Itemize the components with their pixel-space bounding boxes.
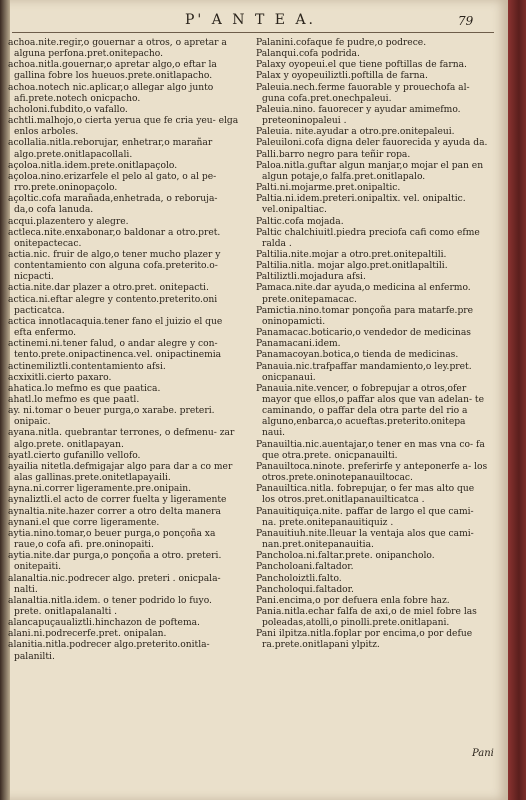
dictionary-entry: ay. ni.tomar o beuer purga,o xarabe. preteri. onipaic. (8, 406, 215, 428)
header-rule (12, 32, 494, 33)
page-number: 79 (458, 14, 474, 28)
dictionary-entry: Paltilia.nite.mojar a otro.pret.onitepaltili. (256, 249, 447, 260)
dictionary-entry: achoa.nite.regir,o gouernar a otros, o apretar a alguna perfona.pret.onitepacho. (8, 38, 227, 60)
dictionary-entry: Pani ilpitza.nitla.foplar por encima,o por defue ra.prete.onitlapani ylpitz. (256, 629, 473, 651)
dictionary-entry: Pancholoqui.faltador. (256, 584, 354, 595)
dictionary-entry: açoloa.nino.erizarfele el pelo al gato, o al pe- rro.prete.oninopaçolo. (8, 171, 217, 194)
dictionary-entry: Palli.barro negro para teñir ropa. (256, 149, 411, 160)
dictionary-entry: ayatl.cierto gufanillo vellofo. (8, 450, 141, 461)
dictionary-entry: actinemiliztli.contentamiento afsi. (8, 361, 166, 372)
dictionary-entry: achoa.notech nic.aplicar,o allegar algo junto afi.prete.notech onicpacho. (8, 82, 214, 104)
catchword: Pani (472, 748, 494, 759)
dictionary-entry: Paltiliztli.mojadura afsi. (256, 272, 366, 283)
dictionary-entry: açoltic.cofa marañada,enhetrada, o reboruja- da,o cofa lanuda. (8, 194, 218, 216)
dictionary-entry: achtli.malhojo,o cierta yerua que fe cria yeu- elga enlos arboles. (8, 116, 239, 138)
dictionary-entry: acholoni.fubdito,o vafallo. (8, 104, 128, 115)
dictionary-entry: Paltia.ni.idem.preteri.onipaltix. vel. onipaltic. vel.onipaltiac. (256, 194, 466, 216)
dictionary-entry: Panamacoyan.botica,o tienda de medicinas. (256, 350, 459, 361)
dictionary-entry: Panauiltica.nitla. fobrepujar, o fer mas alto que los otros.pret.onitlapanauilticatca . (256, 484, 475, 506)
dictionary-entry: acxixitli.cierto paxaro. (8, 372, 112, 383)
dictionary-entry: Panauiltoca.ninote. preferirfe y anteponerfe a- los otros.prete.oninotepanauiltocac. (256, 461, 488, 484)
dictionary-entry: ahatica.lo mefmo es que paatica. (8, 383, 161, 394)
left-column (8, 38, 240, 663)
dictionary-entry: ayna.ni.correr ligeramente.pre.onipain. (8, 484, 192, 495)
book-edge (508, 0, 526, 800)
dictionary-entry: actia.nic. fruir de algo,o tener mucho plazer y contentamiento con alguna cofa.preterito.o- nicpacti. (8, 249, 221, 283)
page-header (0, 8, 508, 32)
dictionary-entry: Panauitiquiça.nite. paffar de largo el que cami- na. prete.onitepanauitiquiz . (256, 506, 474, 528)
dictionary-entry: Panauiltia.nic.auentajar,o tener en mas vna co- fa que otra.prete. onicpanauilti. (256, 439, 485, 461)
dictionary-entry: Pania.nitla.echar falfa de axi,o de miel fobre las poleadas,atolli,o pinolli.prete.onitlapani. (256, 606, 477, 629)
dictionary-entry: Paltic chalchiuitl.piedra preciofa cafi como efme ralda . (256, 227, 480, 249)
dictionary-entry: açoloa.nitla.idem.prete.onitlapaçolo. (8, 160, 178, 171)
dictionary-entry: Paleuia.nech.ferme fauorable y prouechofa al- guna cofa.pret.onechpaleui. (256, 82, 470, 104)
dictionary-entry: Paleuiloni.cofa digna deler fauorecida y ayuda da. (256, 138, 488, 149)
dictionary-entry: Pancholoani.faltador. (256, 562, 354, 573)
dictionary-entry: actica innotlacaquia.tener fano el juizio el que efta enfermo. (8, 316, 223, 339)
dictionary-entry: actleca.nite.enxabonar,o baldonar a otro.pret. onitepactecac. (8, 227, 221, 249)
dictionary-entry: actica.ni.eftar alegre y contento.preterito.oni pacticatca. (8, 294, 218, 316)
dictionary-entry: aynani.el que corre ligeramente. (8, 517, 160, 528)
dictionary-entry: Panamacani.idem. (256, 339, 341, 350)
dictionary-entry: Palax y oyopeuiliztli.poftilla de farna. (256, 71, 428, 82)
dictionary-entry: aynaliztli.el acto de correr fuelta y ligeramente (8, 495, 227, 506)
dictionary-entry: Paleuia.nino. fauorecer y ayudar amimefmo. preteoninopaleui . (256, 104, 461, 127)
dictionary-entry: acqui.plazentero y alegre. (8, 216, 129, 227)
dictionary-entry: Pamictia.nino.tomar ponçoña para matarfe.pre oninopamicti. (256, 305, 474, 327)
dictionary-entry: Palaxy oyopeui.el que tiene poftillas de farna. (256, 60, 467, 71)
dictionary-entry: alanaltia.nitla.idem. o tener podrido lo fuyo. prete. onitlapalanalti . (8, 595, 212, 617)
dictionary-entry: ayana.nitla. quebrantar terrones, o defmenu- zar algo.prete. onitlapayan. (8, 428, 235, 450)
dictionary-entry: Pancholoa.ni.faltar.prete. onipancholo. (256, 551, 435, 562)
dictionary-entry: Pamaca.nite.dar ayuda,o medicina al enfermo. prete.onitepamacac. (256, 283, 471, 305)
dictionary-entry: Palanini.cofaque fe pudre,o podrece. (256, 38, 427, 48)
dictionary-entry: Paltic.cofa mojada. (256, 216, 344, 227)
dictionary-entry: Pancholoiztli.falto. (256, 573, 342, 584)
dictionary-entry: Panauitiuh.nite.lleuar la ventaja alos que cami- nan.pret.onitepanauitia. (256, 528, 474, 551)
dictionary-entry: Panauia.nite.vencer, o fobrepujar a otros,ofer mayor que ellos,o paffar alos que van adelan- te caminando, o paffar dela otra parte del rio a alguno,enbarca,o acueftas.preterito.onitepa naui. (256, 383, 484, 439)
dictionary-entry: Paltilia.nitla. mojar algo.pret.onitlapaltili. (256, 261, 448, 272)
dictionary-entry: actinemi.ni.tener falud, o andar alegre y con- tento.prete.onipactinenca.vel. onipactinemia (8, 339, 222, 361)
dictionary-entry: Palanqui.cofa podrida. (256, 49, 360, 60)
dictionary-entry: Pani.encima,o por defuera enla fobre haz. (256, 595, 450, 606)
dictionary-entry: Panauia.nic.trafpaffar mandamiento,o ley.pret. onicpanaui. (256, 361, 472, 383)
dictionary-entry: Palti.ni.mojarme.pret.onipaltic. (256, 183, 401, 194)
dictionary-entry: Panamacac.boticario,o vendedor de medicinas (256, 328, 471, 339)
dictionary-entry: alanaltia.nic.podrecer algo. preteri . onicpala- nalti. (8, 573, 221, 595)
dictionary-entry: ahatl.lo mefmo es que paatl. (8, 395, 140, 405)
dictionary-entry: acollalia.nitla.reborujar, enhetrar,o marañar algo.prete.onitlapacollali. (8, 138, 213, 160)
dictionary-entry: actia.nite.dar plazer a otro.pret. onitepacti. (8, 283, 209, 294)
right-column (256, 38, 488, 652)
dictionary-entry: alancapuçaualiztli.hinchazon de poftema. (8, 618, 200, 629)
dictionary-entry: Paleuia. nite.ayudar a otro.pre.onitepaleui. (256, 127, 455, 138)
running-title: P' A N T E A. (185, 12, 316, 28)
dictionary-entry: aynaltia.nite.hazer correr a otro delta manera (8, 506, 221, 517)
dictionary-entry: Paloa.nitla.guftar algun manjar,o mojar el pan en algun potaje,o falfa.pret.onitlapalo. (256, 160, 484, 182)
dictionary-entry: alani.ni.podrecerfe.pret. onipalan. (8, 629, 167, 640)
dictionary-entry: achoa.nitla.gouernar,o apretar algo,o eftar la gallina fobre los hueuos.prete.onitlapacho. (8, 60, 217, 82)
dictionary-entry: alanitia.nitla.podrecer algo.preterito.onitla- palanilti. (8, 640, 210, 662)
dictionary-entry: aytia.nino.tomar,o beuer purga,o ponçoña xa raue,o cofa afi. pre.oninopaiti. (8, 528, 216, 551)
dictionary-entry: ayailia nitetla.defmigajar algo para dar a co mer alas gallinas.prete.onitetlapayaili. (8, 461, 233, 484)
dictionary-entry: aytia.nite.dar purga,o ponçoña a otro. preteri. onitepaiti. (8, 551, 222, 573)
